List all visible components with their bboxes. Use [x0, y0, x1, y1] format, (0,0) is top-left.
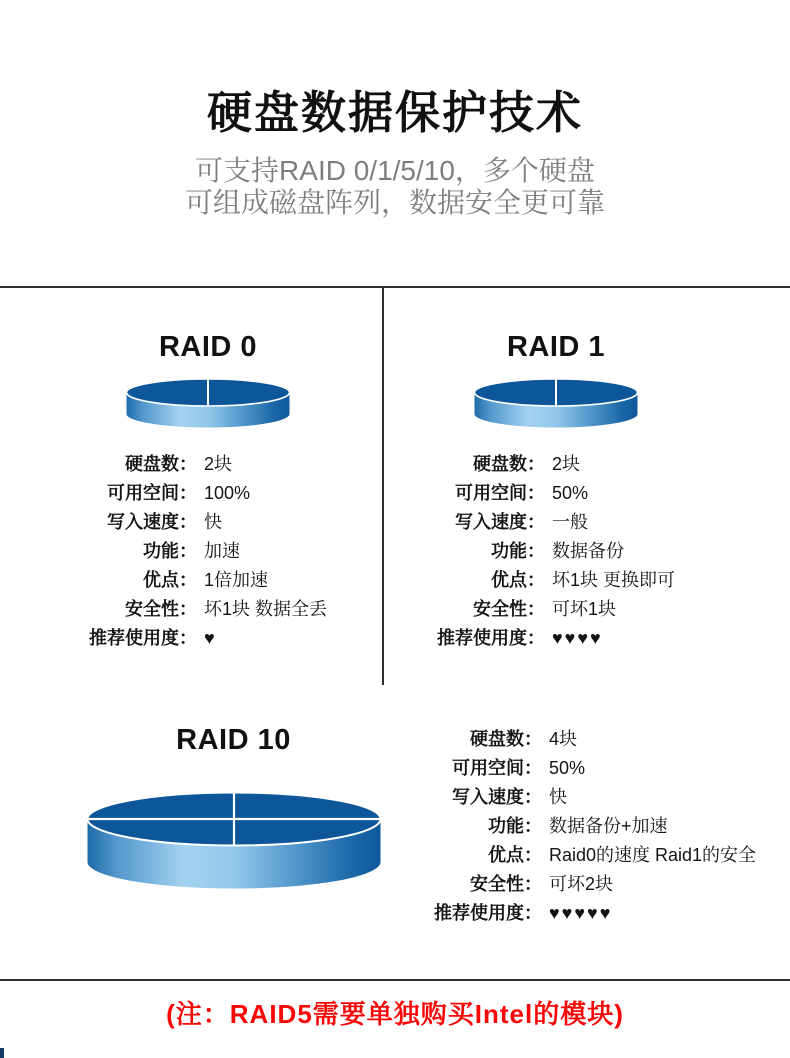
spec-value: 50%	[548, 758, 585, 778]
spec-label: 功能：	[487, 816, 542, 836]
spec-value: 可坏2块	[548, 874, 613, 894]
spec-row	[437, 479, 675, 508]
spec-value: 可坏1块	[551, 598, 616, 619]
rating-label: 推荐使用度：	[433, 903, 542, 923]
subtitle-line-2: 可组成磁盘阵列，数据安全更可靠	[184, 186, 605, 218]
spec-label: 硬盘数：	[469, 729, 542, 749]
spec-row	[434, 725, 756, 754]
spec-row	[434, 870, 756, 899]
page-title: 硬盘数据保护技术	[206, 87, 583, 138]
raid0-disk-2segment-icon	[125, 378, 291, 429]
footer	[0, 979, 790, 1058]
raid10-disk-inner	[85, 685, 382, 890]
spec-label: 写入速度：	[454, 511, 545, 532]
spec-value: 2块	[203, 453, 232, 474]
spec-label: 写入速度：	[106, 511, 197, 532]
raid5-intel-note: (注：RAID5需要单独购买Intel的模块)	[166, 999, 624, 1029]
spec-value: 加速	[203, 540, 240, 561]
spec-value: 一般	[551, 511, 588, 532]
spec-label: 安全性：	[472, 598, 545, 619]
rating-label: 推荐使用度：	[88, 627, 197, 648]
spec-value: 100%	[203, 482, 251, 503]
spec-row	[437, 537, 675, 566]
spec-value: 快	[548, 787, 567, 807]
spec-label: 硬盘数：	[472, 453, 545, 474]
spec-label: 功能：	[490, 540, 545, 561]
spec-row	[434, 783, 756, 812]
spec-value: 4块	[548, 729, 577, 749]
spec-label: 安全性：	[469, 874, 542, 894]
rating-hearts-icon: ♥	[203, 627, 217, 648]
spec-value: 坏1块 数据全丢	[203, 598, 327, 619]
raid10-title: RAID 10	[176, 724, 291, 756]
spec-row	[89, 537, 327, 566]
spec-label: 硬盘数：	[124, 453, 197, 474]
page-subtitle	[0, 155, 790, 219]
rating-row	[437, 624, 675, 653]
spec-value: 1倍加速	[203, 569, 268, 590]
spec-label: 优点：	[487, 845, 542, 865]
raid10-specs-table	[434, 725, 756, 928]
raid1-title: RAID 1	[506, 331, 606, 363]
spec-row	[437, 595, 675, 624]
spec-label: 写入速度：	[451, 787, 542, 807]
spec-value: 快	[203, 511, 222, 532]
spec-row	[434, 754, 756, 783]
spec-value: 数据备份	[551, 540, 624, 561]
spec-label: 优点：	[142, 569, 197, 590]
raid0-card-inner	[0, 332, 382, 653]
spec-row	[89, 479, 327, 508]
raid1-card-inner	[384, 332, 790, 653]
rating-hearts-icon: ♥♥♥♥♥	[548, 903, 613, 923]
raid1-disk-2segment-icon	[473, 378, 639, 429]
raid0-title: RAID 0	[158, 331, 258, 363]
raid0-specs-table	[89, 450, 327, 653]
spec-value: 坏1块 更换即可	[551, 569, 675, 590]
raid-comparison-row	[0, 286, 790, 685]
raid1-specs-table	[437, 450, 675, 653]
raid10-section	[0, 685, 790, 979]
spec-row	[434, 812, 756, 841]
spec-value: 数据备份+加速	[548, 816, 668, 836]
raid10-disk-4segment-icon	[85, 791, 383, 890]
spec-row	[437, 508, 675, 537]
rating-row	[434, 899, 756, 928]
spec-value: 2块	[551, 453, 580, 474]
spec-row	[89, 566, 327, 595]
raid10-specs-area	[420, 685, 790, 979]
spec-value: 50%	[551, 482, 589, 503]
corner-artifact	[0, 1048, 4, 1058]
spec-label: 可用空间：	[106, 482, 197, 503]
rating-label: 推荐使用度：	[436, 627, 545, 648]
spec-row	[434, 841, 756, 870]
raid10-disk-area	[0, 685, 420, 979]
header	[0, 0, 790, 286]
rating-row	[89, 624, 327, 653]
subtitle-line-1: 可支持RAID 0/1/5/10，多个硬盘	[195, 154, 595, 186]
spec-row	[89, 508, 327, 537]
spec-label: 功能：	[142, 540, 197, 561]
raid1-card	[384, 288, 790, 685]
spec-label: 安全性：	[124, 598, 197, 619]
spec-row	[89, 450, 327, 479]
spec-label: 可用空间：	[451, 758, 542, 778]
spec-value: Raid0的速度 Raid1的安全	[548, 845, 757, 865]
spec-label: 可用空间：	[454, 482, 545, 503]
raid0-card	[0, 288, 384, 685]
rating-hearts-icon: ♥♥♥♥	[551, 627, 603, 648]
spec-label: 优点：	[490, 569, 545, 590]
spec-row	[437, 566, 675, 595]
spec-row	[437, 450, 675, 479]
spec-row	[89, 595, 327, 624]
